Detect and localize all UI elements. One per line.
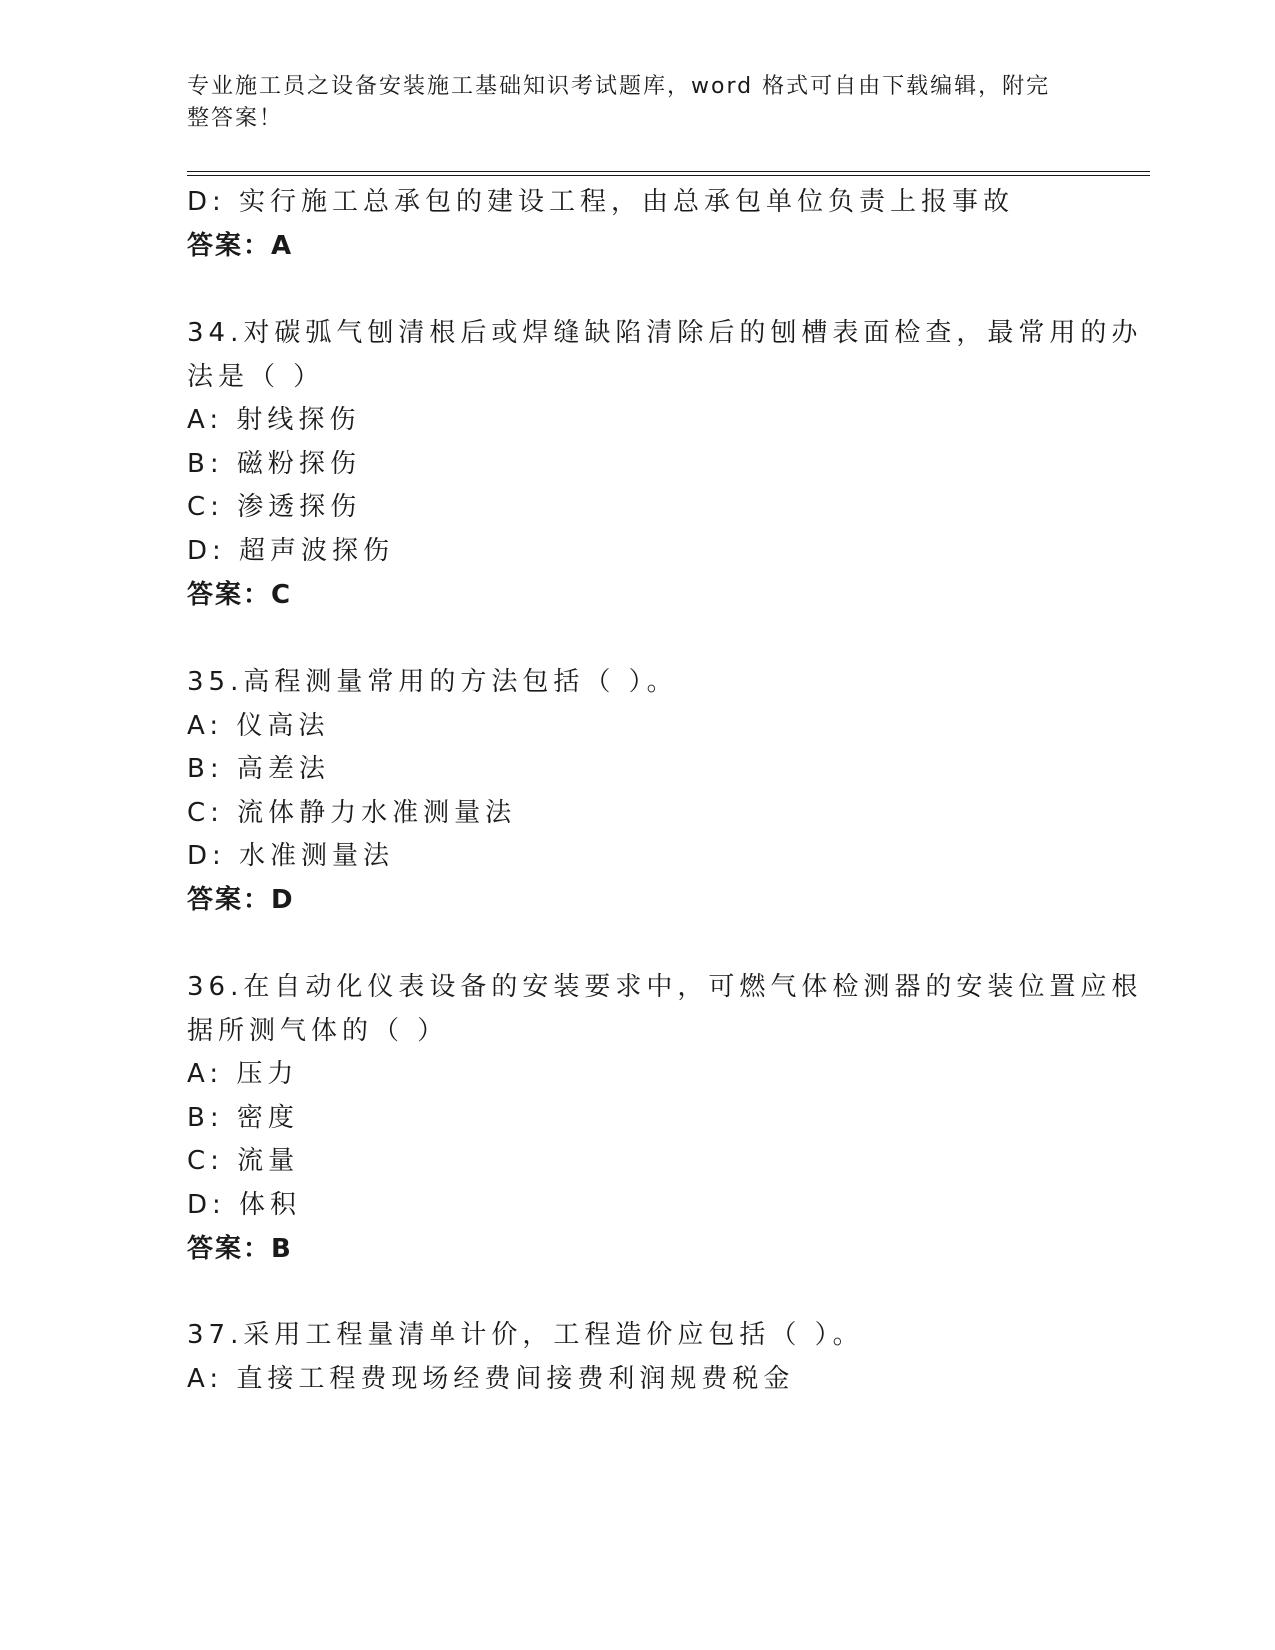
question-36-option-b: B: 密度 bbox=[187, 1103, 299, 1133]
question-35-option-c: C: 流体静力水准测量法 bbox=[187, 798, 517, 828]
header-title-line-1: 专业施工员之设备安装施工基础知识考试题库，word 格式可自由下载编辑，附完 bbox=[187, 74, 1051, 99]
question-36-option-c: C: 流量 bbox=[187, 1146, 300, 1176]
question-33-option-d: D: 实行施工总承包的建设工程，由总承包单位负责上报事故 bbox=[187, 187, 1015, 217]
question-34-option-c: C: 渗透探伤 bbox=[187, 492, 362, 522]
question-35-option-d: D: 水准测量法 bbox=[187, 841, 395, 871]
question-33-answer: 答案：A bbox=[187, 231, 294, 261]
header-rule-top bbox=[187, 171, 1150, 172]
question-34-answer: 答案：C bbox=[187, 580, 293, 610]
question-35-option-b: B: 高差法 bbox=[187, 754, 330, 784]
question-37-stem: 37.采用工程量清单计价，工程造价应包括（ ）。 bbox=[187, 1320, 864, 1350]
question-36-stem-line-2: 据所测气体的（ ） bbox=[187, 1016, 449, 1046]
header-title-line-2: 整答案！ bbox=[187, 106, 284, 131]
question-34-option-d: D: 超声波探伤 bbox=[187, 536, 395, 566]
header-rule-bottom bbox=[187, 175, 1150, 176]
question-35-stem: 35.高程测量常用的方法包括（ ）。 bbox=[187, 667, 678, 697]
question-34-stem-line-1: 34.对碳弧气刨清根后或焊缝缺陷清除后的刨槽表面检查，最常用的办 bbox=[187, 318, 1143, 348]
question-35-answer: 答案：D bbox=[187, 885, 295, 915]
question-34-option-a: A: 射线探伤 bbox=[187, 405, 361, 435]
question-36-option-a: A: 压力 bbox=[187, 1059, 299, 1089]
question-36-stem-line-1: 36.在自动化仪表设备的安装要求中，可燃气体检测器的安装位置应根 bbox=[187, 972, 1143, 1002]
question-37-option-a: A: 直接工程费现场经费间接费利润规费税金 bbox=[187, 1364, 795, 1394]
question-36-answer: 答案：B bbox=[187, 1234, 293, 1264]
question-34-option-b: B: 磁粉探伤 bbox=[187, 449, 361, 479]
question-35-option-a: A: 仪高法 bbox=[187, 711, 330, 741]
question-34-stem-line-2: 法是（ ） bbox=[187, 362, 325, 392]
question-36-option-d: D: 体积 bbox=[187, 1190, 302, 1220]
